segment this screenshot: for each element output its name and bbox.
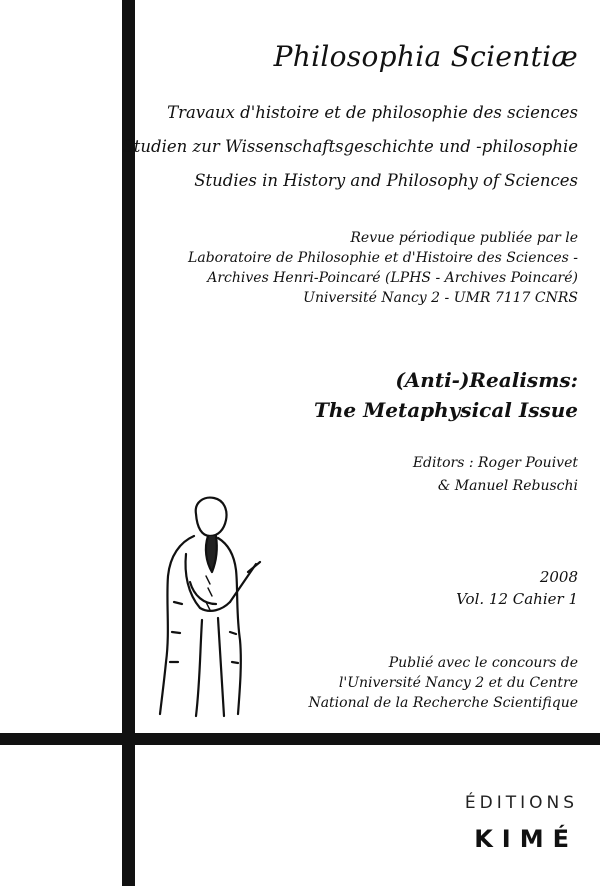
support-line: l'Université Nancy 2 et du Centre: [338, 675, 578, 691]
publisher-editions-label: ÉDITIONS: [464, 793, 578, 813]
support-block: [308, 653, 578, 713]
issue-title-line-1: (Anti-)Realisms:: [395, 368, 578, 392]
subtitle-german: Studien zur Wissenschaftsgeschichte und -philosophie: [122, 137, 578, 156]
publisher-block: [188, 228, 578, 308]
publisher-line: Archives Henri-Poincaré (LPHS - Archives Poincaré): [207, 270, 578, 286]
issue-title-line-2: The Metaphysical Issue: [313, 398, 578, 422]
support-line: Publié avec le concours de: [388, 655, 578, 671]
editors-line-2: & Manuel Rebuschi: [437, 478, 578, 494]
issue-date-block: [456, 566, 578, 610]
journal-title: Philosophia Scientiæ: [273, 40, 578, 73]
support-line: National de la Recherche Scientifique: [308, 695, 578, 711]
editors-line-1: Editors : Roger Pouivet: [412, 455, 578, 471]
publisher-logo-name: KIMÉ: [474, 825, 578, 853]
publisher-line: Revue périodique publiée par le: [350, 230, 578, 246]
issue-year: 2008: [539, 568, 578, 586]
publisher-line: Laboratoire de Philosophie et d'Histoire des Sciences -: [188, 250, 578, 266]
subtitle-french: Travaux d'histoire et de philosophie des sciences: [167, 103, 578, 122]
horizontal-rule: [0, 733, 600, 745]
editors-block: [413, 452, 578, 498]
poincare-sketch-illustration: [144, 492, 264, 722]
issue-title: [314, 365, 578, 425]
publisher-line: Université Nancy 2 - UMR 7117 CNRS: [303, 290, 578, 306]
subtitles-block: [122, 96, 578, 198]
subtitle-english: Studies in History and Philosophy of Sciences: [194, 171, 578, 190]
issue-volume: Vol. 12 Cahier 1: [456, 590, 578, 608]
